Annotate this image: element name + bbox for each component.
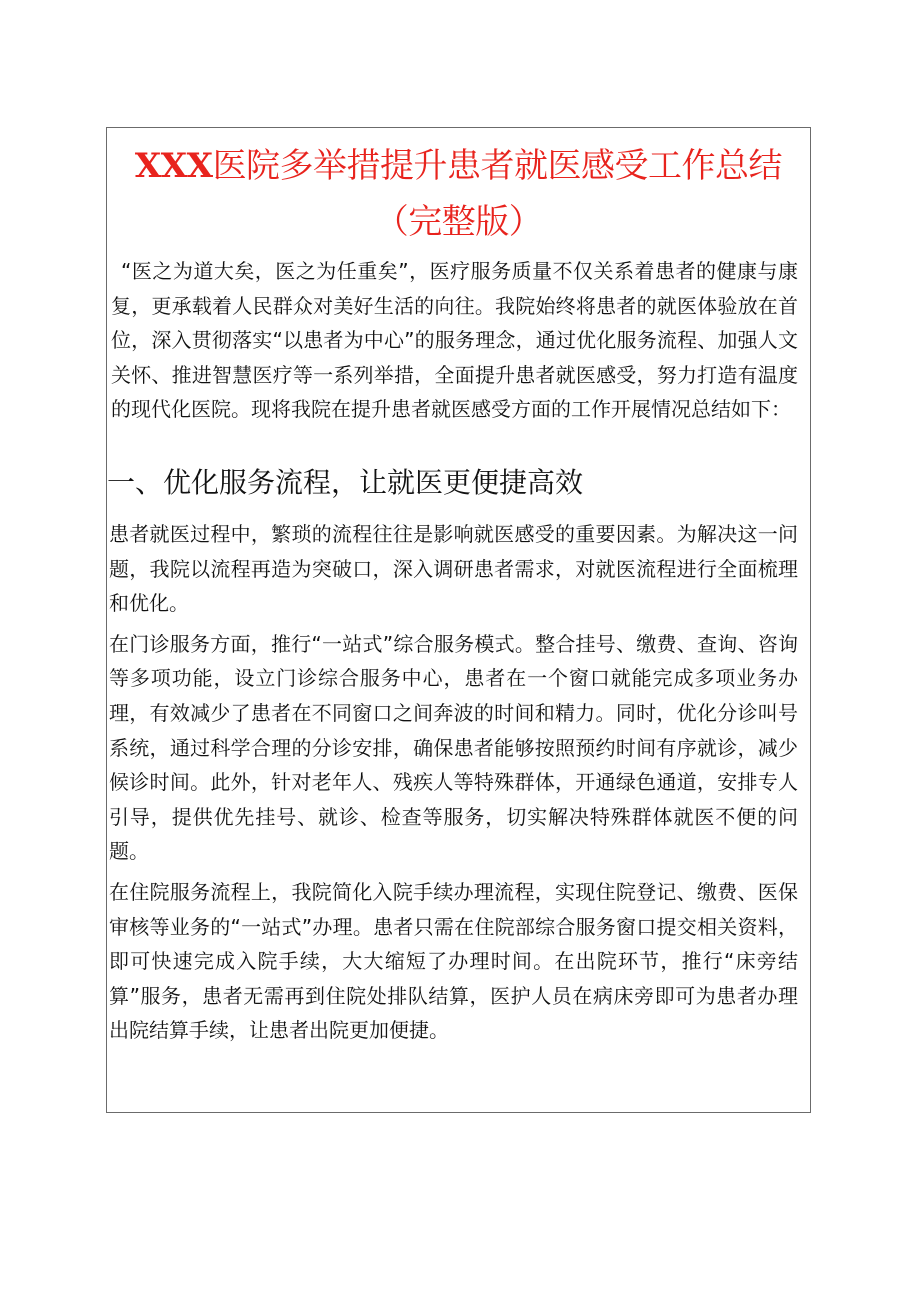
section-1-paragraph-3: 在住院服务流程上，我院简化入院手续办理流程，实现住院登记、缴费、医保审核等业务的“一站式”办理。患者只需在住院部综合服务窗口提交相关资料，即可快速完成入院手续，大大缩短了办理时间。在出院环节，推行“床旁结算”服务，患者无需再到住院处排队结算，医护人员在病床旁即可为患者办理出院结算手续，让患者出院更加便捷。 <box>109 879 798 1043</box>
title-line-2: （完整版） <box>374 202 543 242</box>
section-1-heading: 一、优化服务流程，让就医更便捷高效 <box>107 465 584 499</box>
intro-paragraph: “医之为道大矣，医之为任重矣”，医疗服务质量不仅关系着患者的健康与康复，更承载着人民群众对美好生活的向往。我院始终将患者的就医体验放在首位，深入贯彻落实“以患者为中心”的服务理念，通过优化服务流程、加强人文关怀、推进智慧医疗等一系列举措，全面提升患者就医感受，努力打造有温度的现代化医院。现将我院在提升患者就医感受方面的工作开展情况总结如下： <box>111 259 798 422</box>
section-1-paragraph-1: 患者就医过程中，繁琐的流程往往是影响就医感受的重要因素。为解决这一问题，我院以流程再造为突破口，深入调研患者需求，对就医流程进行全面梳理和优化。 <box>109 521 798 616</box>
title-line-1 <box>107 138 810 194</box>
document-page <box>106 127 811 1113</box>
title-main: 医院多举措提升患者就医感受工作总结 <box>212 146 783 186</box>
document-title <box>107 138 810 250</box>
section-1-paragraph-2: 在门诊服务方面，推行“一站式”综合服务模式。整合挂号、缴费、查询、咨询等多项功能，设立门诊综合服务中心，患者在一个窗口就能完成多项业务办理，有效减少了患者在不同窗口之间奔波的时间和精力。同时，优化分诊叫号系统，通过科学合理的分诊安排，确保患者能够按照预约时间有序就诊，减少候诊时间。此外，针对老年人、残疾人等特殊群体，开通绿色通道，安排专人引导，提供优先挂号、就诊、检查等服务，切实解决特殊群体就医不便的问题。 <box>109 631 798 864</box>
title-prefix: XXX <box>134 146 213 186</box>
